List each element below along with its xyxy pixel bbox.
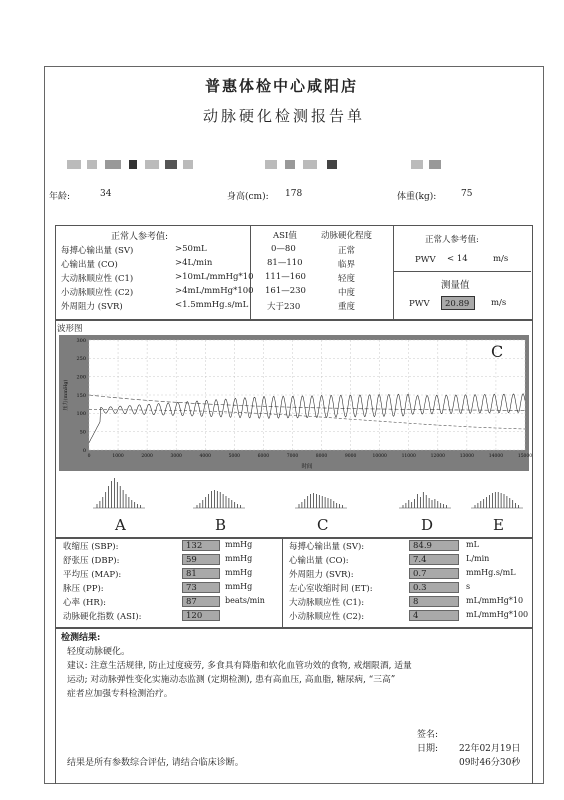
result-name: 外周阻力 (SVR): — [289, 570, 354, 580]
asi-range: 大于230 — [267, 302, 301, 312]
result-value: 81 — [182, 568, 220, 579]
pwv-ref-unit: m/s — [493, 254, 509, 264]
ref-value: >50mL — [175, 244, 207, 254]
weight-label: 体重(kg): — [397, 192, 437, 202]
result-value: 87 — [182, 596, 220, 607]
pwv-measured-value: 20.89 — [441, 296, 475, 310]
asi-grade: 临界 — [338, 260, 356, 270]
x-tick-label: 8000 — [315, 454, 328, 459]
results-divider — [282, 537, 283, 627]
result-value: 84.9 — [409, 540, 459, 551]
pulse-letter: D — [421, 516, 434, 534]
waveform-chart — [59, 335, 533, 471]
report-time: 09时46分30秒 — [459, 758, 521, 768]
ref-name: 心输出量 (CO) — [61, 260, 118, 270]
asi-range: 161—230 — [265, 286, 306, 296]
result-value: 8 — [409, 596, 459, 607]
x-tick-label: 15000 — [517, 454, 533, 459]
y-tick-label: 50 — [79, 429, 86, 436]
pulse-shapes — [59, 472, 529, 536]
asi-grade: 中度 — [338, 288, 356, 298]
waveform-letter: C — [491, 342, 504, 361]
pwv-label: PWV — [409, 299, 430, 309]
reference-divider — [393, 225, 394, 319]
x-tick-label: 11000 — [401, 454, 416, 459]
pwv-label: PWV — [415, 255, 436, 265]
height-label: 身高(cm): — [227, 192, 269, 202]
result-unit: L/min — [466, 554, 490, 563]
x-tick-label: 13000 — [459, 454, 475, 459]
result-name: 左心室收缩时间 (ET): — [289, 584, 373, 594]
result-unit: mmHg — [225, 568, 253, 577]
report-date: 22年02月19日 — [459, 744, 521, 754]
pwv-ref-value: < 14 — [447, 254, 468, 264]
result-unit: s — [466, 582, 471, 591]
y-tick-label: 300 — [76, 337, 86, 344]
asi-range: 111—160 — [265, 272, 306, 282]
conclusion-line: 症者应加强专科检测治疗。 — [67, 689, 173, 699]
result-name: 每搏心输出量 (SV): — [289, 542, 365, 552]
x-tick-label: 9000 — [344, 454, 357, 459]
ref-value: <1.5mmHg.s/mL — [175, 300, 249, 310]
ref-name: 每搏心输出量 (SV) — [61, 246, 134, 256]
x-tick-label: 12000 — [430, 454, 445, 459]
age-label: 年龄: — [49, 192, 71, 202]
conclusion-line: 建议: 注意生活规律, 防止过度疲劳, 多食具有降脂和软化血管功效的食物, 戒烟限酒, 适量 — [67, 661, 412, 671]
result-value: 59 — [182, 554, 220, 565]
x-tick-label: 1000 — [112, 454, 124, 459]
result-name: 大动脉顺应性 (C1): — [289, 598, 365, 608]
pulse-letter: C — [317, 516, 329, 534]
result-value: 0.3 — [409, 582, 459, 593]
result-name: 动脉硬化指数 (ASI): — [63, 612, 142, 622]
pwv-measured-unit: m/s — [491, 298, 507, 308]
ref-value: >10mL/mmHg*10 — [175, 272, 254, 282]
result-unit: mL/mmHg*100 — [466, 610, 529, 619]
pulse-letter: A — [115, 516, 126, 534]
y-tick-label: 0 — [82, 447, 86, 454]
x-tick-label: 5000 — [228, 454, 241, 459]
result-value: 4 — [409, 610, 459, 621]
x-tick-label: 7000 — [286, 454, 299, 459]
x-tick-label: 10000 — [372, 454, 387, 459]
ref-name: 外周阻力 (SVR) — [61, 302, 123, 312]
asi-range: 0—80 — [271, 244, 296, 254]
result-unit: beats/min — [225, 596, 265, 605]
result-name: 收缩压 (SBP): — [63, 542, 119, 552]
asi-grade: 正常 — [338, 246, 356, 256]
result-value: 7.4 — [409, 554, 459, 565]
sign-label: 签名: — [417, 730, 439, 740]
waveform-label: 波形图 — [57, 324, 83, 334]
ref-value: >4L/min — [175, 258, 213, 268]
result-unit: mmHg — [225, 554, 253, 563]
result-unit: mmHg — [225, 540, 253, 549]
result-name: 脉压 (PP): — [63, 584, 104, 594]
x-tick-label: 6000 — [257, 454, 270, 459]
conclusion-heading: 检测结果: — [61, 633, 101, 643]
report-title: 普惠体检中心咸阳店 — [205, 77, 359, 95]
ref-name: 大动脉顺应性 (C1) — [61, 274, 134, 284]
weight-value: 75 — [461, 189, 473, 199]
asi-range: 81—110 — [267, 258, 303, 268]
conclusion-line: 轻度动脉硬化。 — [67, 647, 131, 657]
grade-header: 动脉硬化程度 — [321, 231, 373, 241]
pulse-letter: E — [493, 516, 504, 534]
x-tick-label: 4000 — [199, 454, 211, 459]
result-unit: mL — [466, 540, 479, 549]
result-name: 舒张压 (DBP): — [63, 556, 120, 566]
x-tick-label: 2000 — [141, 454, 153, 459]
height-value: 178 — [285, 189, 303, 199]
y-tick-label: 100 — [76, 411, 86, 418]
report-paper — [44, 66, 544, 784]
result-name: 心输出量 (CO): — [289, 556, 349, 566]
ref-name: 小动脉顺应性 (C2) — [61, 288, 134, 298]
y-tick-label: 150 — [76, 392, 86, 399]
result-unit: mmHg — [225, 582, 253, 591]
result-name: 心率 (HR): — [63, 598, 107, 608]
conclusion-line: 运动; 对动脉弹性变化实施动态监测 (定期检测), 患有高血压, 高血脂, 糖尿病, “三高” — [67, 675, 396, 685]
result-name: 小动脉顺应性 (C2): — [289, 612, 365, 622]
footer-note: 结果是所有参数综合评估, 请结合临床诊断。 — [67, 758, 244, 768]
measured-heading: 测量值 — [441, 280, 470, 291]
x-tick-label: 3000 — [170, 454, 182, 459]
x-tick-label: 0 — [87, 454, 91, 459]
result-value: 0.7 — [409, 568, 459, 579]
measured-divider — [393, 271, 531, 272]
y-axis-label: 压力(mmHg) — [63, 379, 69, 411]
report-subtitle: 动脉硬化检测报告单 — [203, 107, 366, 125]
result-value: 120 — [182, 610, 220, 621]
y-tick-label: 250 — [76, 356, 86, 363]
pulse-letter: B — [215, 516, 227, 534]
asi-grade: 轻度 — [338, 274, 356, 284]
asi-grade: 重度 — [338, 302, 356, 312]
asi-header: ASI值 — [273, 231, 297, 241]
result-unit: mmHg.s/mL — [466, 568, 516, 577]
x-axis-label: 时间 — [301, 464, 313, 470]
result-value: 132 — [182, 540, 220, 551]
reference-heading: 正常人参考值: — [111, 232, 169, 242]
x-tick-label: 14000 — [488, 454, 504, 459]
date-label: 日期: — [417, 744, 439, 754]
ref-value: >4mL/mmHg*100 — [175, 286, 254, 296]
y-tick-label: 200 — [76, 374, 86, 381]
result-unit: mL/mmHg*10 — [466, 596, 524, 605]
result-value: 73 — [182, 582, 220, 593]
pwv-ref-heading: 正常人参考值: — [425, 235, 479, 245]
result-name: 平均压 (MAP): — [63, 570, 122, 580]
age-value: 34 — [100, 189, 112, 199]
